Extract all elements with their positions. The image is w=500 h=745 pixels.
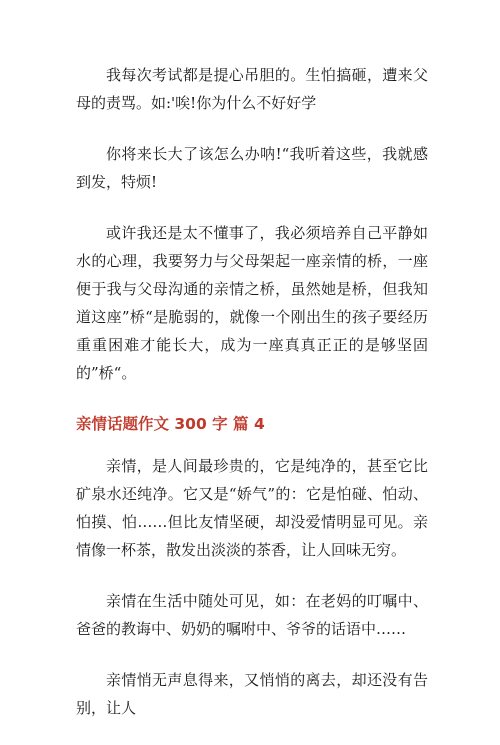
paragraph-family-silent: 亲情悄无声息得来，又悄悄的离去，却还没有告别，让人 — [76, 671, 428, 717]
section-heading: 亲情话题作文 300 字 篇 4 — [76, 415, 265, 433]
paragraph-family-everywhere: 亲情在生活中随处可见，如：在老妈的叮嘱中、爸爸的教诲中、奶奶的嘱咐中、爷爷的话语中…… — [76, 592, 428, 638]
paragraph-bridge-of-family: 或许我还是太不懂事了，我必须培养自己平静如水的心理，我要努力与父母架起一座亲情的桥，一座便于我与父母沟通的亲情之桥，虽然她是桥，但我知道这座”桥“是脆弱的，就像一个刚出生的孩子要经历重重困难才能长大，成为一座真真正正的是够坚固的”桥“。 — [76, 224, 428, 382]
paragraph-family-precious: 亲情，是人间最珍贵的，它是纯净的，甚至它比矿泉水还纯净。它又是“娇气”的：它是怕碰、怕动、怕摸、怕……但比友情坚硬，却没爱情明显可见。亲情像一杯茶，散发出淡淡的茶香，让人回味无穷。 — [76, 457, 428, 559]
paragraph-parents-nagging: 你将来长大了该怎么办呐!“我听着这些，我就感到发，特烦! — [76, 145, 428, 191]
document-body — [76, 61, 428, 745]
paragraph-exam-worry: 我每次考试都是提心吊胆的。生怕搞砸，遭来父母的责骂。如:'唉!你为什么不好好学 — [76, 66, 428, 112]
